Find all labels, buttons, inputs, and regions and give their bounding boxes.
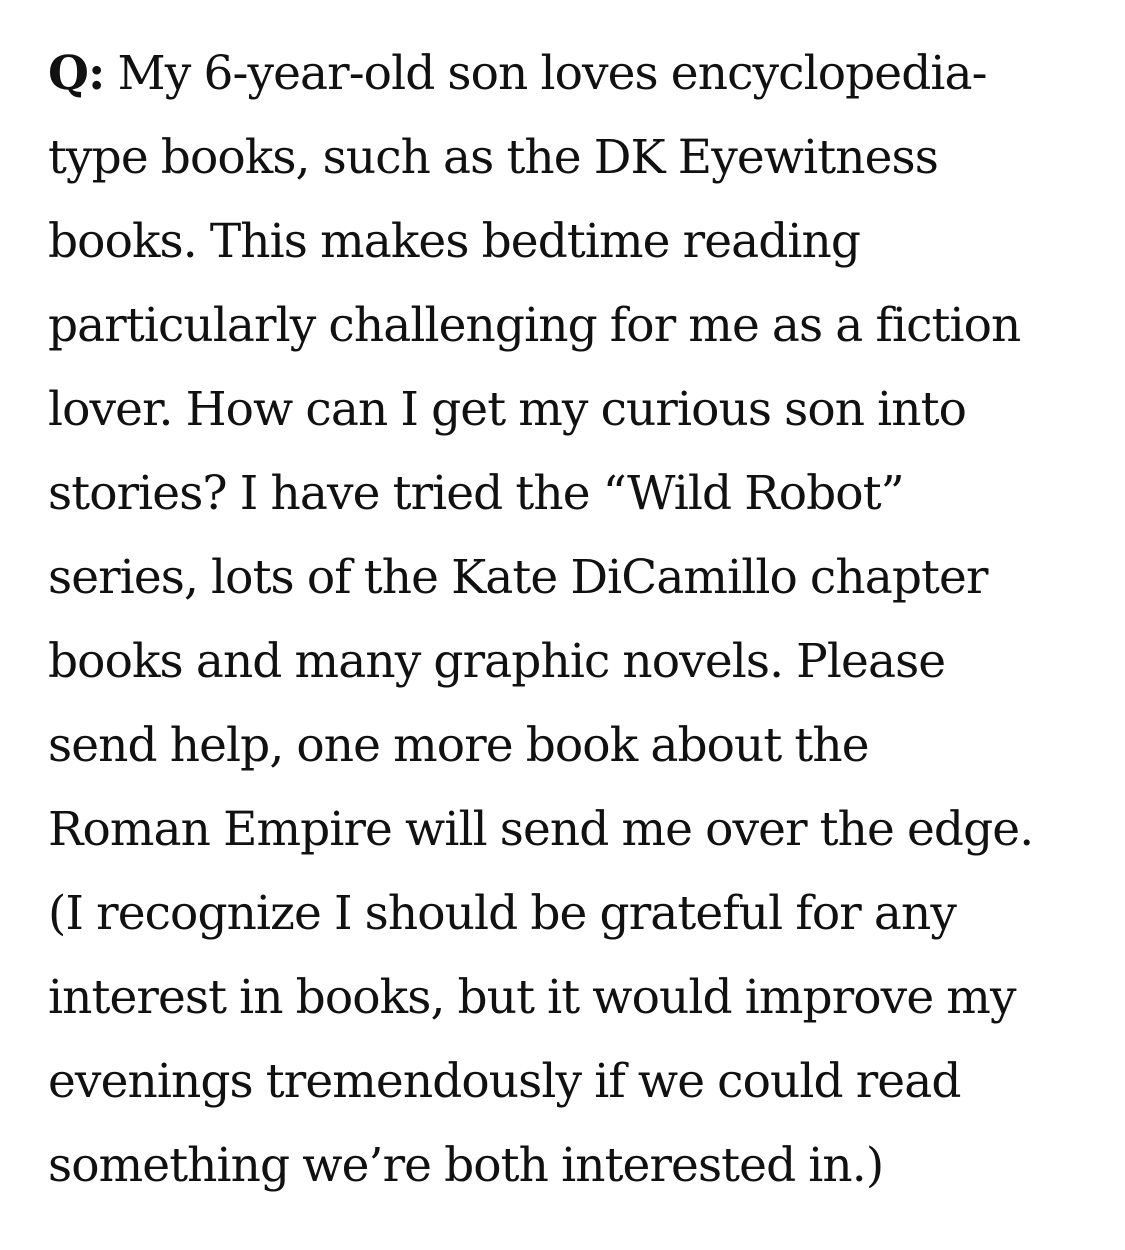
question-line bbox=[48, 32, 1098, 116]
question-line: stories? I have tried the “Wild Robot” bbox=[48, 466, 904, 521]
question-paragraph bbox=[48, 32, 1098, 1208]
question-line: something we’re both interested in.) bbox=[48, 1138, 884, 1193]
question-line: (I recognize I should be grateful for any bbox=[48, 886, 956, 941]
question-text: My 6-year-old son loves encyclopedia- bbox=[104, 46, 987, 101]
question-line: evenings tremendously if we could read bbox=[48, 1054, 961, 1109]
question-line: type books, such as the DK Eyewitness bbox=[48, 130, 938, 185]
question-line: send help, one more book about the bbox=[48, 718, 869, 773]
question-line: interest in books, but it would improve my bbox=[48, 970, 1016, 1025]
question-line: books and many graphic novels. Please bbox=[48, 634, 946, 689]
question-label: Q: bbox=[48, 46, 105, 101]
question-line: lover. How can I get my curious son into bbox=[48, 382, 967, 437]
question-line: books. This makes bedtime reading bbox=[48, 214, 861, 269]
question-line: particularly challenging for me as a fiction bbox=[48, 298, 1021, 353]
question-line: series, lots of the Kate DiCamillo chapter bbox=[48, 550, 988, 605]
question-line: Roman Empire will send me over the edge. bbox=[48, 802, 1034, 857]
